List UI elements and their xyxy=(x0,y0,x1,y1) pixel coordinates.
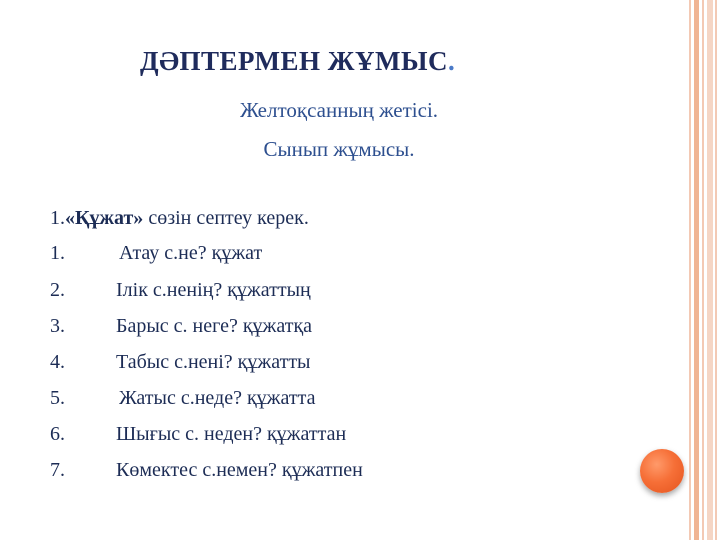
decorative-stripe xyxy=(694,0,699,540)
date-subtitle: Желтоқсанның жетісі. xyxy=(239,98,439,122)
slide: ДӘПТЕРМЕН ЖҰМЫС. Желтоқсанның жетісі. Сынып жұмысы. 1.«Құжат» сөзін септеу керек. 1. Атау с.не? құжат 2. Ілік с.ненің? құжаттың 3. Барыс с. неге? құжатқа 4. Табыс с.нені? құжатты 5. Жатыс с.неде? құжатта 6. Шығыс с. неден? құжаттан 7. Көмектес с.немен? құжатпен xyxy=(0,0,720,540)
orange-circle-icon xyxy=(640,449,684,493)
task-number: 1. xyxy=(50,207,65,229)
task-line xyxy=(50,207,309,230)
task-keyword: «Құжат» xyxy=(65,207,144,229)
work-subtitle: Сынып жұмысы. xyxy=(263,137,415,161)
decorative-stripe xyxy=(707,0,713,540)
decorative-stripe xyxy=(702,0,704,540)
slide-title: ДӘПТЕРМЕН ЖҰМЫС. xyxy=(140,46,456,76)
decorative-stripe xyxy=(689,0,691,540)
decorative-stripe xyxy=(715,0,717,540)
task-text: сөзін септеу керек. xyxy=(143,207,309,229)
